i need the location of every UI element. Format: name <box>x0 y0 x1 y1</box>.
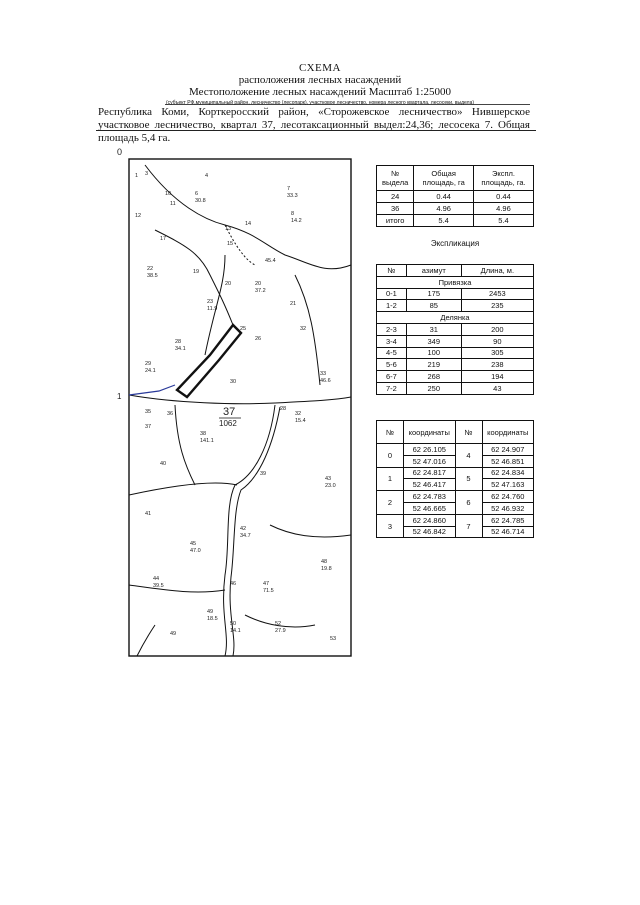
area-label: 46.6 <box>320 378 331 384</box>
location-line: Местоположение лесных насаждений Масштаб 1:25000 <box>189 86 451 98</box>
explication-title: Экспликация <box>430 239 480 248</box>
stand-label: 43 <box>325 476 332 482</box>
section-plot: Делянка <box>377 312 534 324</box>
stand-label: 26 <box>255 336 262 342</box>
total-cell: 5.4 <box>473 215 533 227</box>
total-row <box>377 215 534 227</box>
cell: 3-4 <box>377 335 407 347</box>
cell: 62 24.907 <box>482 444 534 456</box>
cell: 1-2 <box>377 300 407 312</box>
cell: 0-1 <box>377 288 407 300</box>
area-cell: 0.44 <box>414 191 474 203</box>
map-labels <box>117 147 336 642</box>
stand-label: 8 <box>291 211 295 217</box>
area-cell: 4.96 <box>414 203 474 215</box>
cell: 7 <box>455 514 482 538</box>
cell: 2 <box>377 491 404 515</box>
stand-label: 32 <box>300 326 307 332</box>
coord-header-cell: координаты <box>404 421 456 444</box>
area-cell: 0.44 <box>473 191 533 203</box>
cell: 0 <box>377 444 404 468</box>
coordinates-table <box>376 420 534 538</box>
cell: 2-3 <box>377 323 407 335</box>
explication-header-cell: Длина, м. <box>461 265 533 277</box>
point-label: 0 <box>117 147 123 157</box>
explication-table <box>376 264 534 395</box>
cell: 43 <box>461 382 533 394</box>
table-row <box>377 203 534 215</box>
cell: 3 <box>377 514 404 538</box>
stand-label: 47 <box>263 581 270 587</box>
area-label: 14.2 <box>291 218 302 224</box>
cell: 6-7 <box>377 371 407 383</box>
quarter-number: 37 <box>223 406 236 418</box>
explication-header-cell: азимут <box>406 265 461 277</box>
cell: 52 46.932 <box>482 502 534 514</box>
area-label: 39.5 <box>153 583 164 589</box>
cell: 52 47.163 <box>482 479 534 491</box>
stand-label: 22 <box>147 266 154 272</box>
cell: 52 46.714 <box>482 526 534 538</box>
ravine-line <box>129 483 237 495</box>
area-cell: 36 <box>377 203 414 215</box>
area-label: 45.4 <box>265 258 276 264</box>
small-caption: (субъект РФ,муниципальный район, лесничество (лесопарк), участковое лесничество, номера лесного квартала, лесосеки, выдела) <box>165 100 475 106</box>
stand-label: 6 <box>195 191 199 197</box>
document-title: СХЕМА <box>299 62 341 74</box>
cell: 175 <box>406 288 461 300</box>
total-cell: итого <box>377 215 414 227</box>
cell: 349 <box>406 335 461 347</box>
stand-label: 30 <box>230 379 237 385</box>
stand-label: 45 <box>190 541 197 547</box>
stand-label: 38 <box>200 431 207 437</box>
quarter-area: 1062 <box>219 419 237 428</box>
area-header-cell: Общая площадь, га <box>414 166 474 191</box>
cell: 1 <box>377 467 404 491</box>
area-label: 37.2 <box>255 288 266 294</box>
cell: 52 46.417 <box>404 479 456 491</box>
document-subtitle: расположения лесных насаждений <box>238 74 402 86</box>
table-row <box>377 371 534 383</box>
cell: 90 <box>461 335 533 347</box>
area-label: 24.1 <box>145 368 156 374</box>
coord-header-cell: координаты <box>482 421 534 444</box>
cell: 100 <box>406 347 461 359</box>
table-row <box>377 347 534 359</box>
stand-label: 20 <box>225 281 232 287</box>
stand-label: 33 <box>320 371 327 377</box>
table-row <box>377 191 534 203</box>
forest-map <box>115 145 360 670</box>
cell: 5-6 <box>377 359 407 371</box>
cell: 6 <box>455 491 482 515</box>
map-lines <box>129 159 351 656</box>
table-row <box>377 300 534 312</box>
stand-label: 40 <box>160 461 167 467</box>
contour-line <box>295 275 320 385</box>
binding-line <box>129 385 175 395</box>
area-label: 38.5 <box>147 273 158 279</box>
area-label: 23.0 <box>325 483 336 489</box>
stand-label: 52 <box>275 621 282 627</box>
point-label: 1 <box>117 392 122 401</box>
stand-label: 46 <box>230 581 237 587</box>
stand-label: 35 <box>145 409 152 415</box>
table-row <box>377 323 534 335</box>
area-label: 14.1 <box>230 628 241 634</box>
stand-label: 13 <box>225 226 232 232</box>
area-cell: 24 <box>377 191 414 203</box>
cell: 52 46.665 <box>404 502 456 514</box>
cell: 305 <box>461 347 533 359</box>
cell: 268 <box>406 371 461 383</box>
description-underline <box>96 130 536 131</box>
cell: 62 24.783 <box>404 491 456 503</box>
cell: 200 <box>461 323 533 335</box>
area-label: 19.8 <box>321 566 332 572</box>
stand-label: 49 <box>170 631 177 637</box>
cell: 194 <box>461 371 533 383</box>
stand-label: 25 <box>240 326 247 332</box>
stand-label: 41 <box>145 511 152 517</box>
stand-label: 17 <box>160 236 167 242</box>
stand-label: 44 <box>153 576 160 582</box>
road-line <box>230 407 280 656</box>
stand-label: 23 <box>207 299 214 305</box>
river-line <box>145 165 351 269</box>
stand-label: 14 <box>245 221 252 227</box>
area-label: 15.4 <box>295 418 306 424</box>
stand-label: 37 <box>145 424 152 430</box>
stand-label: 21 <box>290 301 297 307</box>
area-header-cell: № выдела <box>377 166 414 191</box>
area-label: 27.9 <box>275 628 286 634</box>
stand-label: 19 <box>193 269 200 275</box>
cell: 235 <box>461 300 533 312</box>
table-row <box>377 288 534 300</box>
explication-header-cell: № <box>377 265 407 277</box>
stand-label: 10 <box>165 191 172 197</box>
stand-label: 48 <box>321 559 328 565</box>
cell: 4 <box>455 444 482 468</box>
area-label: 11.9 <box>207 306 218 312</box>
area-label: 18.5 <box>207 616 218 622</box>
quarter-divider <box>129 395 351 404</box>
cell: 7-2 <box>377 382 407 394</box>
stand-label: 28 <box>175 339 182 345</box>
cell: 250 <box>406 382 461 394</box>
table-row <box>377 359 534 371</box>
cell: 85 <box>406 300 461 312</box>
stand-label: 3 <box>145 171 149 177</box>
stand-label: 15 <box>227 241 234 247</box>
area-label: 33.3 <box>287 193 298 199</box>
cell: 31 <box>406 323 461 335</box>
coord-header-cell: № <box>377 421 404 444</box>
cell: 62 24.785 <box>482 514 534 526</box>
contour-line <box>175 405 195 485</box>
stand-label: 39 <box>260 471 267 477</box>
stand-label: 1 <box>135 173 139 179</box>
cell: 62 24.817 <box>404 467 456 479</box>
area-label: 34.7 <box>240 533 251 539</box>
cell: 4-5 <box>377 347 407 359</box>
stand-label: 11 <box>170 201 176 207</box>
area-table <box>376 165 534 227</box>
section-binding: Привязка <box>377 276 534 288</box>
cell: 5 <box>455 467 482 491</box>
cell: 52 46.842 <box>404 526 456 538</box>
contour-line <box>137 625 155 656</box>
stand-label: 7 <box>287 186 291 192</box>
total-cell: 5.4 <box>414 215 474 227</box>
area-header-cell: Экспл. площадь, га. <box>473 166 533 191</box>
area-label: 141.1 <box>200 438 214 444</box>
cell: 219 <box>406 359 461 371</box>
area-label: 30.8 <box>195 198 206 204</box>
stand-label: 20 <box>255 281 262 287</box>
cell: 62 24.834 <box>482 467 534 479</box>
stand-label: 42 <box>240 526 247 532</box>
stand-label: 28 <box>280 406 287 412</box>
cell: 62 24.860 <box>404 514 456 526</box>
area-label: 47.0 <box>190 548 201 554</box>
ravine-line <box>129 585 225 592</box>
cell: 238 <box>461 359 533 371</box>
stand-label: 50 <box>230 621 237 627</box>
area-label: 34.1 <box>175 346 186 352</box>
table-row <box>377 382 534 394</box>
stand-label: 12 <box>135 213 142 219</box>
table-row <box>377 335 534 347</box>
stand-label: 53 <box>330 636 337 642</box>
area-label: 71.5 <box>263 588 274 594</box>
stand-label: 36 <box>167 411 174 417</box>
stand-label: 49 <box>207 609 214 615</box>
stand-label: 4 <box>205 173 209 179</box>
contour-line <box>270 525 351 537</box>
cell: 2453 <box>461 288 533 300</box>
area-cell: 4.96 <box>473 203 533 215</box>
cell: 52 46.851 <box>482 455 534 467</box>
coord-header-cell: № <box>455 421 482 444</box>
description-text: Республика Коми, Корткеросский район, «Сторожевское лесничество» Нившерское участковое лесничество, квартал 37, лесотаксационный выдел:24,36; лесосека 7. Общая площадь 5,4 га. <box>98 106 530 144</box>
stand-label: 29 <box>145 361 152 367</box>
stand-label: 32 <box>295 411 302 417</box>
stream-line <box>155 230 233 325</box>
cell: 62 26.105 <box>404 444 456 456</box>
cell: 62 24.760 <box>482 491 534 503</box>
cell: 52 47.016 <box>404 455 456 467</box>
